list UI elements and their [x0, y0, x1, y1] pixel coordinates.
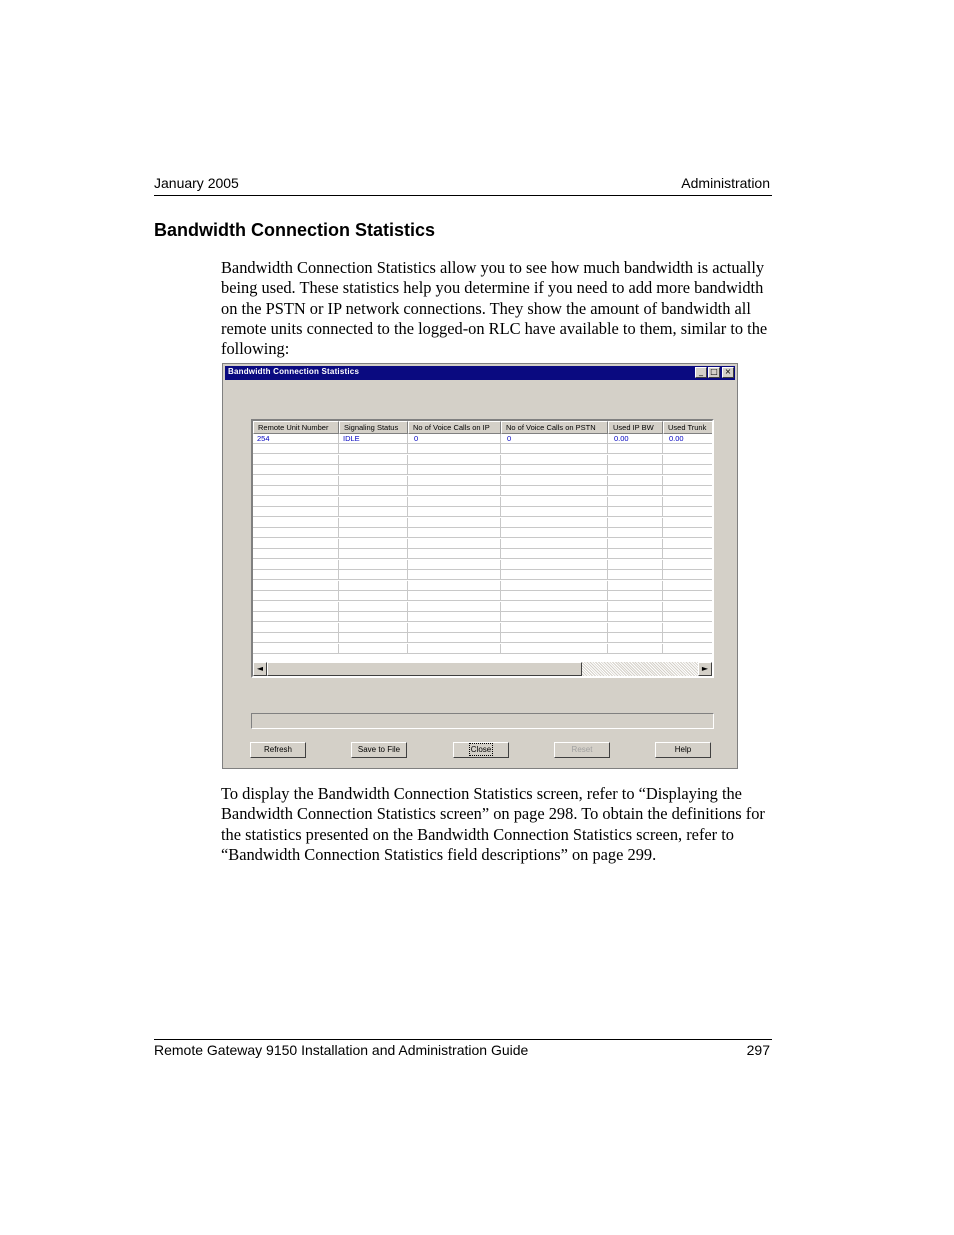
empty-cell: [663, 549, 714, 559]
cell-signaling-status: IDLE: [339, 434, 408, 444]
empty-cell: [608, 581, 663, 591]
empty-cell: [501, 644, 608, 654]
empty-cell: [339, 497, 408, 507]
empty-cell: [339, 612, 408, 622]
empty-cell: [339, 549, 408, 559]
table-row: [253, 644, 714, 654]
horizontal-scrollbar[interactable]: [253, 662, 712, 676]
grid-header: [253, 421, 714, 434]
section-title: Bandwidth Connection Statistics: [154, 220, 436, 240]
close-icon[interactable]: ×: [722, 367, 734, 378]
empty-cell: [608, 539, 663, 549]
empty-cell: [663, 486, 714, 496]
empty-cell: [663, 623, 714, 633]
empty-cell: [339, 444, 408, 454]
empty-cell: [608, 591, 663, 601]
table-row: [253, 633, 714, 643]
empty-cell: [663, 539, 714, 549]
column-header-remote-unit[interactable]: Remote Unit Number: [253, 421, 339, 434]
empty-cell: [608, 518, 663, 528]
cell-used-ip-bw: 0.00: [608, 434, 663, 444]
table-row: [253, 518, 714, 528]
empty-cell: [339, 560, 408, 570]
empty-cell: [663, 560, 714, 570]
empty-cell: [339, 528, 408, 538]
table-row: [253, 476, 714, 486]
empty-cell: [253, 465, 339, 475]
help-button[interactable]: Help: [655, 742, 711, 758]
empty-cell: [608, 623, 663, 633]
empty-cell: [663, 444, 714, 454]
close-button[interactable]: [453, 742, 509, 758]
empty-cell: [501, 444, 608, 454]
empty-cell: [608, 602, 663, 612]
empty-cell: [501, 528, 608, 538]
empty-cell: [408, 549, 501, 559]
reset-button[interactable]: Reset: [554, 742, 610, 758]
empty-cell: [501, 612, 608, 622]
empty-cell: [408, 560, 501, 570]
empty-cell: [663, 465, 714, 475]
empty-cell: [408, 507, 501, 517]
empty-cell: [408, 570, 501, 580]
dialog-title: Bandwidth Connection Statistics: [228, 367, 360, 376]
header-date: January 2005: [154, 175, 239, 191]
table-row: [253, 486, 714, 496]
empty-cell: [408, 518, 501, 528]
empty-cell: [339, 539, 408, 549]
table-row: [253, 539, 714, 549]
empty-cell: [253, 528, 339, 538]
empty-cell: [253, 581, 339, 591]
scroll-thumb[interactable]: [267, 662, 582, 676]
empty-cell: [253, 476, 339, 486]
close-button-label: Close: [470, 745, 492, 754]
empty-cell: [339, 623, 408, 633]
empty-cell: [663, 518, 714, 528]
empty-cell: [608, 465, 663, 475]
table-row[interactable]: [253, 434, 714, 444]
empty-cell: [253, 486, 339, 496]
table-row: [253, 560, 714, 570]
empty-cell: [608, 507, 663, 517]
empty-cell: [408, 581, 501, 591]
table-row: [253, 455, 714, 465]
empty-cell: [408, 465, 501, 475]
table-row: [253, 549, 714, 559]
empty-cell: [501, 581, 608, 591]
empty-cell: [253, 591, 339, 601]
empty-cell: [608, 455, 663, 465]
empty-cell: [253, 539, 339, 549]
empty-cell: [608, 497, 663, 507]
empty-cell: [253, 507, 339, 517]
column-header-signaling-status[interactable]: Signaling Status: [339, 421, 408, 434]
empty-cell: [253, 570, 339, 580]
empty-cell: [339, 507, 408, 517]
intro-paragraph: Bandwidth Connection Statistics allow you to see how much bandwidth is actually being used. These statistics help you determine if you need to add more bandwidth on the PSTN or IP network connections. They show the amount of bandwidth all remote units connected to the logged-on RLC have available to them, similar to the following:: [221, 258, 768, 359]
empty-cell: [408, 444, 501, 454]
empty-cell: [608, 476, 663, 486]
column-header-voice-pstn[interactable]: No of Voice Calls on PSTN: [501, 421, 608, 434]
empty-cell: [663, 528, 714, 538]
empty-cell: [339, 602, 408, 612]
maximize-icon[interactable]: □: [708, 367, 720, 378]
empty-cell: [339, 644, 408, 654]
table-row: [253, 612, 714, 622]
empty-cell: [501, 560, 608, 570]
empty-cell: [501, 507, 608, 517]
reference-paragraph: To display the Bandwidth Connection Statistics screen, refer to “Displaying the Bandwidth Connection Statistics screen” on page 298. To obtain the definitions for the statistics presented on the Bandwidth Connection Statistics screen, refer to “Bandwidth Connection Statistics field descriptions” on page 299.: [221, 784, 765, 864]
empty-cell: [408, 539, 501, 549]
empty-cell: [663, 497, 714, 507]
table-row: [253, 465, 714, 475]
empty-cell: [339, 455, 408, 465]
empty-cell: [253, 549, 339, 559]
empty-cell: [253, 623, 339, 633]
empty-cell: [663, 591, 714, 601]
empty-cell: [339, 518, 408, 528]
empty-cell: [408, 476, 501, 486]
empty-cell: [339, 570, 408, 580]
empty-cell: [408, 591, 501, 601]
empty-cell: [608, 549, 663, 559]
empty-cell: [408, 497, 501, 507]
empty-cell: [663, 644, 714, 654]
page-number: 297: [746, 1042, 770, 1058]
empty-cell: [663, 570, 714, 580]
empty-cell: [608, 633, 663, 643]
minimize-icon[interactable]: _: [695, 367, 707, 378]
empty-cell: [253, 518, 339, 528]
footer-title: Remote Gateway 9150 Installation and Administration Guide: [154, 1042, 529, 1058]
empty-cell: [663, 633, 714, 643]
empty-cell: [408, 633, 501, 643]
statistics-grid[interactable]: [251, 419, 714, 678]
footer-rule: [154, 1039, 772, 1040]
empty-cell: [608, 528, 663, 538]
empty-cell: [608, 570, 663, 580]
cell-voice-pstn: 0: [501, 434, 608, 444]
save-to-file-button[interactable]: Save to File: [351, 742, 407, 758]
empty-cell: [501, 633, 608, 643]
column-header-voice-ip[interactable]: No of Voice Calls on IP: [408, 421, 501, 434]
empty-cell: [663, 507, 714, 517]
empty-cell: [253, 455, 339, 465]
empty-cell: [501, 455, 608, 465]
empty-cell: [663, 476, 714, 486]
status-bar: [251, 713, 714, 729]
empty-cell: [253, 633, 339, 643]
table-row: [253, 570, 714, 580]
empty-cell: [501, 591, 608, 601]
empty-cell: [408, 528, 501, 538]
cell-voice-ip: 0: [408, 434, 501, 444]
empty-cell: [608, 486, 663, 496]
empty-cell: [663, 612, 714, 622]
header-section: Administration: [681, 175, 770, 191]
cell-used-trunk: 0.00: [663, 434, 714, 444]
empty-cell: [339, 633, 408, 643]
empty-cell: [339, 465, 408, 475]
bandwidth-dialog: [222, 363, 738, 769]
header-rule: [154, 195, 772, 196]
empty-cell: [408, 602, 501, 612]
table-row: [253, 497, 714, 507]
cell-remote-unit: 254: [253, 434, 339, 444]
refresh-button[interactable]: Refresh: [250, 742, 306, 758]
empty-cell: [501, 570, 608, 580]
table-row: [253, 528, 714, 538]
empty-cell: [408, 612, 501, 622]
empty-cell: [408, 486, 501, 496]
table-row: [253, 591, 714, 601]
empty-cell: [408, 644, 501, 654]
empty-cell: [339, 476, 408, 486]
empty-cell: [663, 455, 714, 465]
empty-cell: [339, 486, 408, 496]
empty-cell: [608, 644, 663, 654]
empty-cell: [253, 560, 339, 570]
dialog-titlebar: [225, 366, 735, 380]
empty-cell: [501, 623, 608, 633]
empty-cell: [608, 444, 663, 454]
empty-cell: [501, 549, 608, 559]
empty-cell: [608, 560, 663, 570]
empty-cell: [501, 486, 608, 496]
table-row: [253, 602, 714, 612]
empty-cell: [408, 455, 501, 465]
scroll-left-icon[interactable]: ◄: [253, 662, 267, 676]
empty-cell: [501, 497, 608, 507]
empty-cell: [663, 581, 714, 591]
empty-cell: [253, 612, 339, 622]
empty-cell: [253, 644, 339, 654]
empty-cell: [501, 465, 608, 475]
column-header-used-trunk[interactable]: Used Trunk: [663, 421, 714, 434]
empty-cell: [339, 591, 408, 601]
scroll-right-icon[interactable]: ►: [698, 662, 712, 676]
column-header-used-ip-bw[interactable]: Used IP BW: [608, 421, 663, 434]
empty-cell: [253, 497, 339, 507]
empty-cell: [501, 539, 608, 549]
empty-cell: [253, 602, 339, 612]
table-row: [253, 623, 714, 633]
empty-cell: [663, 602, 714, 612]
empty-cell: [501, 476, 608, 486]
scroll-track[interactable]: [582, 662, 698, 676]
empty-cell: [339, 581, 408, 591]
empty-cell: [408, 623, 501, 633]
empty-cell: [501, 602, 608, 612]
table-row: [253, 507, 714, 517]
empty-cell: [501, 518, 608, 528]
empty-cell: [253, 444, 339, 454]
table-row: [253, 444, 714, 454]
table-row: [253, 581, 714, 591]
empty-cell: [608, 612, 663, 622]
